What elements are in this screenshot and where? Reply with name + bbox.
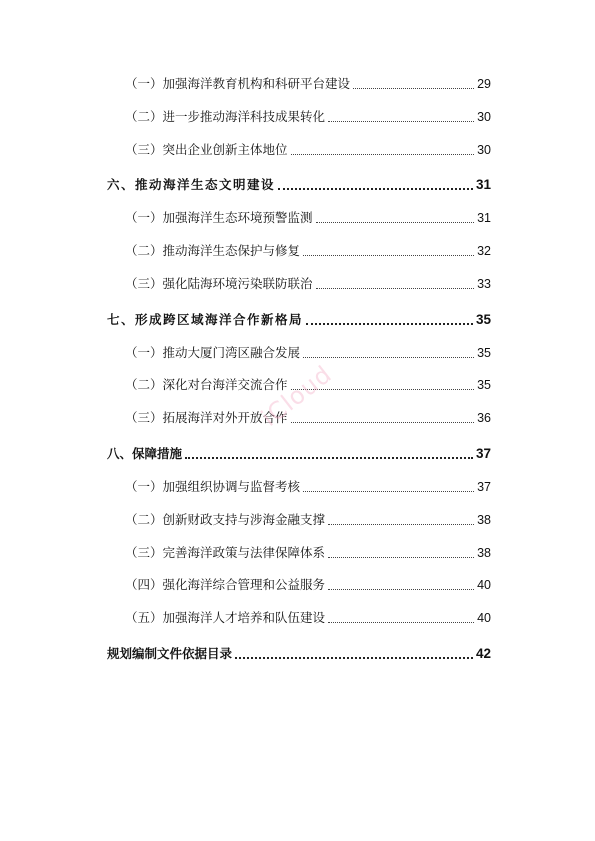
toc-entry-title: 六、推动海洋生态文明建设 [107, 177, 276, 192]
toc-entry[interactable] [125, 377, 491, 393]
toc-entry-page: 35 [477, 346, 491, 360]
toc-entry-page: 32 [477, 244, 491, 258]
toc-chapter-entry[interactable] [107, 446, 491, 462]
toc-entry[interactable] [125, 577, 491, 593]
toc-leader-dots [328, 589, 474, 590]
toc-chapter-entry[interactable] [107, 312, 491, 328]
toc-leader-dots [316, 222, 475, 223]
toc-leader-dots [291, 422, 475, 423]
toc-entry-title: （二）创新财政支持与涉海金融支撑 [125, 512, 326, 527]
toc-leader-dots [306, 323, 473, 325]
toc-entry-page: 37 [475, 446, 491, 461]
toc-entry-title: （一）加强海洋生态环境预警监测 [125, 210, 313, 225]
toc-entry[interactable] [125, 243, 491, 259]
toc-entry-page: 37 [477, 480, 491, 494]
toc-entry-title: （三）拓展海洋对外开放合作 [125, 410, 288, 425]
toc-entry[interactable] [125, 410, 491, 426]
toc-entry-page: 30 [477, 143, 491, 157]
toc-entry-title: （一）推动大厦门湾区融合发展 [125, 345, 301, 360]
toc-entry-title: （二）推动海洋生态保护与修复 [125, 243, 301, 258]
toc-entry-page: 40 [477, 578, 491, 592]
toc-entry-page: 31 [475, 177, 491, 192]
toc-entry-title: （一）加强海洋教育机构和科研平台建设 [125, 76, 351, 91]
toc-entry-title: （五）加强海洋人才培养和队伍建设 [125, 610, 326, 625]
toc-entry-title: （三）完善海洋政策与法律保障体系 [125, 545, 326, 560]
toc-entry-page: 40 [477, 611, 491, 625]
toc-leader-dots [353, 88, 474, 89]
toc-leader-dots [303, 357, 474, 358]
toc-entry-title: 八、保障措施 [107, 446, 183, 461]
toc-entry-title: （二）进一步推动海洋科技成果转化 [125, 109, 326, 124]
toc-leader-dots [328, 557, 474, 558]
toc-entry-title: （三）突出企业创新主体地位 [125, 142, 288, 157]
toc-leader-dots [303, 491, 474, 492]
toc-entry[interactable] [125, 276, 491, 292]
toc-leader-dots [235, 657, 473, 659]
toc-entry[interactable] [125, 345, 491, 361]
toc-entry-page: 38 [477, 513, 491, 527]
toc-entry-title: 规划编制文件依据目录 [107, 646, 233, 661]
toc-leader-dots [291, 389, 475, 390]
toc-leader-dots [328, 622, 474, 623]
toc-entry-page: 38 [477, 546, 491, 560]
toc-chapter-entry[interactable] [107, 177, 491, 193]
toc-leader-dots [328, 121, 474, 122]
toc-chapter-entry[interactable] [107, 646, 491, 662]
toc-entry[interactable] [125, 76, 491, 92]
toc-entry-page: 42 [475, 646, 491, 661]
toc-entry-title: （三）强化陆海环境污染联防联治 [125, 276, 313, 291]
toc-leader-dots [316, 288, 475, 289]
toc-leader-dots [328, 524, 474, 525]
toc-entry[interactable] [125, 512, 491, 528]
toc-entry[interactable] [125, 479, 491, 495]
toc-leader-dots [278, 188, 473, 190]
toc-entry-title: （四）强化海洋综合管理和公益服务 [125, 577, 326, 592]
toc-entry-title: （二）深化对台海洋交流合作 [125, 377, 288, 392]
toc-entry-page: 30 [477, 110, 491, 124]
toc-leader-dots [303, 255, 474, 256]
toc-entry-page: 33 [477, 277, 491, 291]
toc-leader-dots [291, 154, 475, 155]
toc-entry-page: 31 [477, 211, 491, 225]
toc-entry-title: 七、形成跨区域海洋合作新格局 [107, 312, 304, 327]
toc-entry[interactable] [125, 545, 491, 561]
toc-entry[interactable] [125, 210, 491, 226]
toc-leader-dots [185, 457, 473, 459]
toc-entry-title: （一）加强组织协调与监督考核 [125, 479, 301, 494]
toc-entry-page: 29 [477, 77, 491, 91]
watermark: iCloud [255, 359, 338, 433]
toc-entry[interactable] [125, 109, 491, 125]
toc-entry-page: 35 [475, 312, 491, 327]
toc-entry-page: 36 [477, 411, 491, 425]
toc-entry-page: 35 [477, 378, 491, 392]
toc-entry[interactable] [125, 142, 491, 158]
toc-entry[interactable] [125, 610, 491, 626]
